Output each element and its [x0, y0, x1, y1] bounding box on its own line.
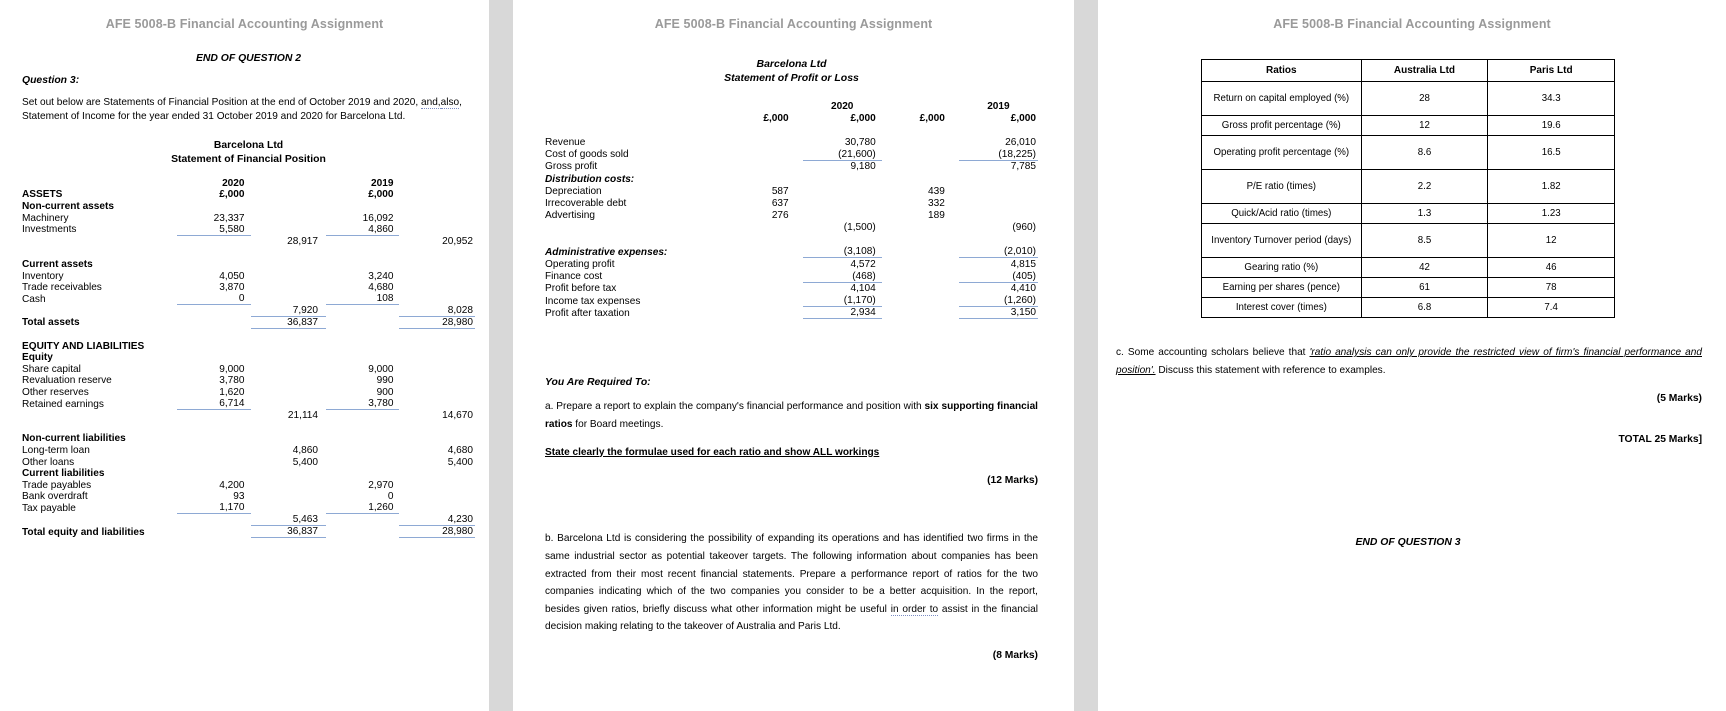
spacer-row — [545, 233, 1038, 245]
page-3 — [1098, 0, 1726, 711]
row-value-2020: 587 — [771, 185, 789, 197]
row-total-2019: 4,230 — [399, 514, 475, 526]
ratio-paris: 1.23 — [1488, 204, 1615, 224]
row-label: Income tax expenses — [545, 295, 641, 307]
row-value-2020: (1,170) — [803, 294, 882, 306]
marks-b: (8 Marks) — [992, 650, 1038, 662]
ratio-name: Interest cover (times) — [1202, 298, 1362, 318]
ratio-australia: 28 — [1361, 82, 1488, 116]
spl-currency-c: £,000 — [919, 112, 945, 124]
table-row — [22, 224, 475, 236]
row-label: Other loans — [22, 456, 75, 468]
ratios-header-row — [1202, 60, 1615, 82]
sofp-assets-heading: ASSETS — [22, 189, 63, 201]
row-label: Profit before tax — [545, 283, 617, 295]
spacer-row — [22, 328, 475, 340]
row-label: Distribution costs: — [545, 173, 635, 185]
table-row — [22, 200, 475, 212]
table-row — [22, 375, 475, 387]
row-total-2020: 36,837 — [251, 526, 327, 538]
row-total-2020: 7,920 — [251, 305, 327, 317]
row-total-2020: 21,114 — [287, 410, 319, 422]
spl-currency-d: £,000 — [1010, 112, 1036, 124]
row-value-2020: 4,104 — [850, 283, 876, 295]
ratio-paris: 78 — [1488, 278, 1615, 298]
table-row — [22, 282, 475, 294]
table-row — [545, 172, 1038, 184]
row-value-2019: 990 — [376, 375, 394, 387]
ratio-australia: 8.6 — [1361, 136, 1488, 170]
spl-currency-row — [545, 112, 1038, 124]
row-value-2019: (1,260) — [959, 294, 1038, 306]
task-b-spellcheck: in order to — [890, 603, 939, 615]
row-value-2020: 6,714 — [177, 398, 250, 410]
table-row — [22, 526, 475, 538]
question-3-label: Question 3: — [22, 75, 80, 86]
ratio-australia: 12 — [1361, 116, 1488, 136]
row-total-2020: 28,917 — [287, 235, 319, 247]
table-row — [545, 148, 1038, 160]
table-row — [22, 386, 475, 398]
table-row — [22, 293, 475, 305]
intro-text-part1: Set out below are Statements of Financial Position at the end of October 2019 and 2020, — [22, 97, 421, 108]
spl-currency-b: £,000 — [850, 112, 876, 124]
task-b-text1: b. Barcelona Ltd is considering the possibility of expanding its operations and has identified two firms in the same industrial sector as potential takeover targets. The following information about companies has been extracted from their most recent financial statements. Prepare a performance report of ratios for the two companies indicating which of the two companies you consider to be a better acquisition. In the report, besides given ratios, briefly discuss what other information might be useful — [545, 533, 1038, 615]
table-row — [22, 212, 475, 224]
table-row — [545, 221, 1038, 233]
table-row — [22, 468, 475, 480]
row-value-2019: 189 — [928, 210, 945, 222]
row-value-2020: 3,870 — [219, 282, 245, 294]
task-c-text2: Discuss this statement with reference to examples. — [1155, 364, 1386, 376]
table-row — [545, 209, 1038, 221]
row-value-2019: 5,400 — [447, 456, 473, 468]
marks-c: (5 Marks) — [1656, 393, 1702, 405]
row-total-2019: 8,028 — [399, 305, 475, 317]
statement-name: Statement of Profit or Loss — [724, 72, 859, 85]
task-a-text1: a. Prepare a report to explain the company's financial performance and position with — [545, 401, 925, 413]
row-value-2020: 5,400 — [292, 456, 319, 468]
spacer-row — [545, 124, 1038, 136]
ratio-name: Inventory Turnover period (days) — [1202, 224, 1362, 258]
table-row — [1202, 170, 1615, 204]
spl-year-header-row — [545, 99, 1038, 111]
ratios-comparison-table — [1201, 59, 1615, 318]
row-value-2020: 9,180 — [850, 161, 876, 173]
ratio-australia: 2.2 — [1361, 170, 1488, 204]
table-row — [1202, 136, 1615, 170]
task-c-quote: 'ratio analysis can only provide the restricted view of firm's financial performance and position'. — [1116, 347, 1702, 376]
table-row — [1202, 278, 1615, 298]
row-label: Total equity and liabilities — [22, 526, 145, 538]
table-row — [22, 235, 475, 247]
company-name: Barcelona Ltd — [213, 140, 284, 152]
company-name: Barcelona Ltd — [756, 58, 827, 70]
table-row — [1202, 204, 1615, 224]
table-row — [545, 258, 1038, 270]
row-value-2020: 9,000 — [219, 363, 245, 375]
ratios-header-name: Ratios — [1202, 60, 1362, 82]
row-value-2019: 4,680 — [447, 444, 473, 456]
row-label: Investments — [22, 224, 77, 236]
question-3-intro — [22, 96, 475, 123]
row-label: Total assets — [22, 317, 80, 329]
row-total-2020: 36,837 — [251, 316, 327, 328]
ratio-name: P/E ratio (times) — [1202, 170, 1362, 204]
marks-a: (12 Marks) — [987, 475, 1038, 487]
row-value-2019: 4,410 — [1010, 283, 1036, 295]
end-of-question-3: END OF QUESTION 3 — [1355, 537, 1461, 549]
spl-year-2020: 2020 — [830, 100, 854, 112]
table-row — [22, 444, 475, 456]
ratio-name: Return on capital employed (%) — [1202, 82, 1362, 116]
row-label: Revenue — [545, 137, 586, 149]
end-of-question-2: END OF QUESTION 2 — [195, 53, 302, 64]
row-value-2020: 23,337 — [213, 212, 245, 224]
row-value-2019: 332 — [928, 198, 945, 210]
table-row — [22, 258, 475, 270]
table-row — [22, 363, 475, 375]
row-label: Current liabilities — [22, 468, 105, 480]
row-value-2019: 3,240 — [368, 270, 394, 282]
spl-title — [545, 57, 1038, 85]
task-c-paragraph — [1108, 344, 1708, 379]
statement-name: Statement of Financial Position — [171, 153, 326, 165]
ratio-paris: 7.4 — [1488, 298, 1615, 318]
row-label: Bank overdraft — [22, 491, 88, 503]
you-are-required-to-heading: You Are Required To: — [545, 377, 651, 389]
ratio-australia: 8.5 — [1361, 224, 1488, 258]
row-value-2020: (3,108) — [803, 246, 882, 258]
sofp-currency-2019: £,000 — [368, 189, 394, 201]
table-row — [22, 352, 475, 364]
row-value-2020: 3,780 — [219, 375, 245, 387]
ratio-paris: 19.6 — [1488, 116, 1615, 136]
row-label: Irrecoverable debt — [545, 198, 627, 210]
table-row — [22, 316, 475, 328]
sofp-currency-row — [22, 189, 475, 201]
ratio-name: Gross profit percentage (%) — [1202, 116, 1362, 136]
page-2-header: AFE 5008-B Financial Accounting Assignment — [654, 17, 933, 31]
row-value-2019: 108 — [326, 293, 399, 305]
table-row — [22, 502, 475, 514]
row-total-2019: 28,980 — [399, 316, 475, 328]
ratio-paris: 12 — [1488, 224, 1615, 258]
ratio-australia: 61 — [1361, 278, 1488, 298]
ratio-name: Quick/Acid ratio (times) — [1202, 204, 1362, 224]
sofp-currency-2020: £,000 — [219, 189, 245, 201]
row-value-2019: 7,785 — [1010, 161, 1036, 173]
ratio-paris: 1.82 — [1488, 170, 1615, 204]
table-row — [545, 307, 1038, 319]
table-row — [545, 136, 1038, 148]
row-value-2020: (21,600) — [803, 148, 882, 160]
table-row — [22, 398, 475, 410]
page-2-body — [513, 57, 1074, 661]
table-row — [1202, 298, 1615, 318]
row-value-2019: 0 — [387, 491, 394, 503]
row-value-2020: 4,860 — [292, 444, 319, 456]
row-value-2020: 30,780 — [844, 137, 876, 149]
task-a-bold-six: six — [924, 401, 939, 413]
row-label: Other reserves — [22, 386, 89, 398]
row-value-2019: (2,010) — [959, 246, 1038, 258]
row-value-2020: 1,620 — [219, 386, 245, 398]
spacer-row — [22, 247, 475, 259]
sofp-year-blank — [22, 177, 177, 189]
row-total-2019: 20,952 — [442, 235, 473, 247]
task-a-note-text: State clearly the formulae used for each ratio and show ALL workings — [545, 446, 880, 458]
task-b-paragraph — [545, 530, 1038, 636]
spl-year-2019: 2019 — [987, 100, 1010, 112]
ratio-paris: 46 — [1488, 258, 1615, 278]
sofp-year-2020: 2020 — [222, 177, 245, 189]
ratio-name: Operating profit percentage (%) — [1202, 136, 1362, 170]
row-value-2019: 900 — [376, 386, 394, 398]
row-label: Revaluation reserve — [22, 375, 112, 387]
ratio-paris: 16.5 — [1488, 136, 1615, 170]
row-total-2019: 28,980 — [399, 526, 475, 538]
page-1 — [0, 0, 489, 711]
table-row — [1202, 224, 1615, 258]
row-label: Gross profit — [545, 161, 598, 173]
task-c-text1: c. Some accounting scholars believe that — [1116, 347, 1310, 358]
table-row — [1202, 116, 1615, 136]
row-value-2020: 4,050 — [219, 270, 245, 282]
row-value-2019: 26,010 — [1005, 137, 1036, 149]
row-value-2020: 4,572 — [850, 258, 876, 270]
ratio-australia: 1.3 — [1361, 204, 1488, 224]
row-value-2019: (18,225) — [959, 148, 1038, 160]
table-row — [22, 410, 475, 422]
row-value-2020: (468) — [803, 270, 882, 282]
table-row — [545, 160, 1038, 172]
row-label: Inventory — [22, 270, 64, 282]
row-value-2020: 5,580 — [177, 224, 250, 236]
table-row — [22, 270, 475, 282]
row-label: Depreciation — [545, 185, 602, 197]
row-value-2019: 2,970 — [368, 479, 394, 491]
row-total-2019: 3,150 — [959, 307, 1038, 319]
table-row — [1202, 82, 1615, 116]
row-label: Retained earnings — [22, 398, 104, 410]
task-a-text3: for Board meetings. — [572, 418, 664, 430]
sofp-year-header-row — [22, 177, 475, 189]
page-3-body — [1098, 59, 1726, 548]
row-value-2020: 93 — [233, 491, 245, 503]
row-label: Equity — [22, 352, 53, 364]
page-1-body — [0, 53, 489, 538]
task-a-note — [545, 444, 1038, 462]
row-total-2020: 2,934 — [803, 307, 882, 319]
task-b-text2: assist in the financial decision making relating to the takeover of Australia and Paris Ltd. — [545, 603, 1038, 633]
spl-currency-a: £,000 — [763, 112, 789, 124]
row-label: Trade payables — [22, 479, 92, 491]
ratio-australia: 6.8 — [1361, 298, 1488, 318]
ratios-header-australia: Australia Ltd — [1361, 60, 1488, 82]
table-row — [545, 294, 1038, 306]
statement-of-profit-or-loss-table — [545, 99, 1038, 319]
sofp-year-2019: 2019 — [371, 177, 394, 189]
table-row — [545, 270, 1038, 282]
table-row — [545, 246, 1038, 258]
page-1-header: AFE 5008-B Financial Accounting Assignment — [105, 17, 384, 31]
row-label: EQUITY AND LIABILITIES — [22, 340, 145, 352]
row-value-2020: 4,200 — [219, 479, 245, 491]
row-label: Machinery — [22, 212, 69, 224]
page-gap-2 — [1074, 0, 1098, 711]
row-label: Cost of goods sold — [545, 149, 629, 161]
page-gap-1 — [489, 0, 513, 711]
row-label: Share capital — [22, 363, 81, 375]
row-label: Administrative expenses: — [545, 246, 668, 258]
table-row — [22, 491, 475, 503]
row-total-2019: 14,670 — [442, 410, 473, 422]
table-row — [22, 514, 475, 526]
row-value-2019: 4,815 — [1010, 258, 1036, 270]
intro-also: also — [440, 97, 460, 108]
row-total-2020: 5,463 — [251, 514, 327, 526]
task-a-bold-ratios: supporting financial ratios — [545, 401, 1038, 430]
row-label: Cash — [22, 293, 46, 305]
table-row — [22, 305, 475, 317]
task-a-paragraph — [545, 398, 1038, 433]
table-row — [545, 185, 1038, 197]
page-2 — [513, 0, 1074, 711]
row-label: Long-term loan — [22, 444, 90, 456]
row-value-2020: 637 — [771, 198, 789, 210]
row-value-2019: 3,780 — [326, 398, 399, 410]
table-row — [1202, 258, 1615, 278]
row-value-2020: 1,170 — [177, 502, 250, 514]
row-value-2020: 276 — [771, 210, 789, 222]
row-total-2019: (960) — [1012, 222, 1036, 234]
row-label: Finance cost — [545, 271, 603, 283]
row-value-2019: (405) — [959, 270, 1038, 282]
sofp-title — [22, 139, 475, 166]
ratio-australia: 42 — [1361, 258, 1488, 278]
table-row — [22, 479, 475, 491]
ratio-name: Earning per shares (pence) — [1202, 278, 1362, 298]
ratios-header-paris: Paris Ltd — [1488, 60, 1615, 82]
row-label: Advertising — [545, 210, 595, 222]
spacer-row — [22, 421, 475, 433]
row-label: Tax payable — [22, 502, 76, 514]
row-value-2019: 9,000 — [368, 363, 394, 375]
page-3-header: AFE 5008-B Financial Accounting Assignment — [1273, 17, 1551, 31]
table-row — [22, 433, 475, 445]
row-value-2020: 0 — [177, 293, 250, 305]
row-label: Non-current assets — [22, 201, 114, 213]
table-row — [22, 456, 475, 468]
intro-and: and, — [420, 97, 441, 108]
row-label: Operating profit — [545, 258, 615, 270]
statement-of-financial-position-table — [22, 177, 475, 538]
ratio-paris: 34.3 — [1488, 82, 1615, 116]
row-value-2019: 4,680 — [368, 282, 394, 294]
table-row — [545, 282, 1038, 294]
table-row — [545, 197, 1038, 209]
row-label: Trade receivables — [22, 282, 102, 294]
row-value-2019: 16,092 — [362, 212, 394, 224]
row-value-2019: 1,260 — [326, 502, 399, 514]
table-row — [22, 340, 475, 352]
row-total-2020: (1,500) — [843, 222, 876, 234]
row-label: Non-current liabilities — [22, 433, 126, 445]
ratio-name: Gearing ratio (%) — [1202, 258, 1362, 278]
row-value-2019: 4,860 — [326, 224, 399, 236]
total-marks: TOTAL 25 Marks] — [1618, 434, 1702, 446]
row-label: Current assets — [22, 259, 93, 271]
row-value-2019: 439 — [928, 185, 945, 197]
intro-text-part2: , Statement of Income for the year ended 31 October 2019 and 2020 for Barcelona Ltd. — [22, 97, 462, 122]
row-label: Profit after taxation — [545, 307, 630, 319]
